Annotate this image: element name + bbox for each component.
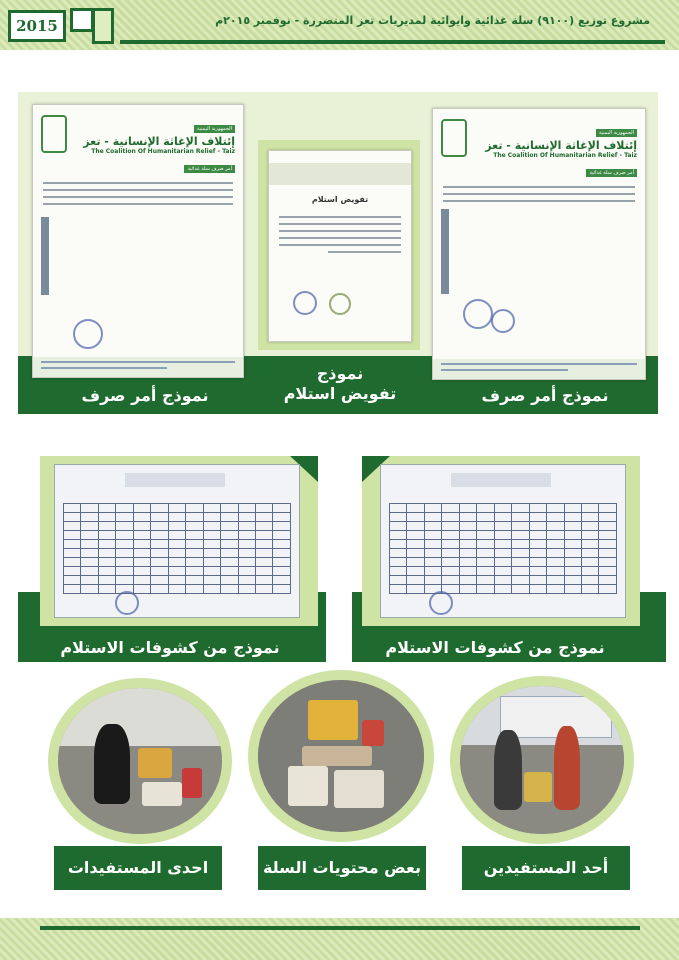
doc-header bbox=[485, 119, 637, 179]
caption-receipt-sheet-right: نموذج من كشوفات الاستلام bbox=[385, 638, 605, 657]
cardboard-box bbox=[302, 746, 372, 766]
caption-male-beneficiary: أحد المستفيدين bbox=[483, 858, 609, 877]
doc-title: تفويض استلام bbox=[311, 195, 369, 204]
header-title: مشروع توزيع (٩١٠٠) سلة غذائية وايوائية لمديريات تعز المتضررة - نوفمبر ٢٠١٥م bbox=[215, 14, 650, 27]
page-footer bbox=[0, 918, 679, 960]
disbursement-order-doc-left bbox=[32, 104, 244, 378]
org-name-en: The Coalition Of Humanitarian Relief - Taiz bbox=[493, 152, 637, 159]
doc-footer bbox=[33, 357, 243, 377]
banner bbox=[500, 696, 612, 738]
woman-figure bbox=[94, 724, 130, 804]
caption-receipt-sheet-left: نموذج من كشوفات الاستلام bbox=[60, 638, 280, 657]
oil-bottles bbox=[308, 700, 358, 740]
flour-sack bbox=[334, 770, 384, 808]
photo-male-beneficiary bbox=[450, 676, 634, 844]
receipt-authorization-doc bbox=[268, 150, 412, 342]
doc-text-lines bbox=[279, 211, 401, 258]
caption-female-beneficiary: احدى المستفيدات bbox=[67, 858, 209, 877]
caption-disbursement-order-left: نموذج أمر صرف bbox=[81, 386, 209, 405]
food-bag bbox=[142, 782, 182, 806]
food-cans bbox=[362, 720, 384, 746]
photo-basket-contents bbox=[248, 670, 434, 842]
doc-text-lines bbox=[43, 177, 233, 210]
stamp-icon bbox=[491, 309, 515, 333]
receipt-sheet-left bbox=[54, 464, 300, 618]
disbursement-order-doc-right bbox=[432, 108, 646, 380]
header-deco-box bbox=[92, 8, 114, 44]
header-rule bbox=[120, 40, 665, 44]
gov-label: الجمهورية اليمنية bbox=[596, 129, 637, 137]
food-items bbox=[138, 748, 172, 778]
receipt-sheet-right bbox=[380, 464, 626, 618]
sheet-table bbox=[389, 503, 617, 594]
flour-sack bbox=[288, 766, 328, 806]
doc-letterhead bbox=[269, 163, 411, 185]
items-table bbox=[41, 217, 49, 295]
stamp-icon bbox=[463, 299, 493, 329]
org-name-ar: إئتلاف الإغاثة الإنسانية - تعز bbox=[485, 139, 637, 152]
photo-content bbox=[258, 680, 424, 832]
stamp-icon bbox=[115, 591, 139, 615]
stamp-icon bbox=[73, 319, 103, 349]
photo-content bbox=[58, 688, 222, 834]
caption-disbursement-order-right: نموذج أمر صرف bbox=[481, 386, 609, 405]
photo-sky bbox=[58, 688, 222, 746]
stamp-icon bbox=[429, 591, 453, 615]
page-header bbox=[0, 0, 679, 50]
sheet-header bbox=[125, 473, 225, 487]
worker-figure bbox=[554, 726, 580, 810]
org-name-ar: إئتلاف الإغاثة الإنسانية - تعز bbox=[83, 135, 235, 148]
sheet-table bbox=[63, 503, 291, 594]
caption-authorization-line2: تفويض استلام bbox=[283, 384, 397, 403]
doc-type-badge: أمر صرف سلة غذائية bbox=[586, 169, 637, 177]
doc-header bbox=[83, 115, 235, 175]
items-table bbox=[441, 209, 449, 294]
doc-footer bbox=[433, 359, 645, 379]
stamp-icon bbox=[293, 291, 317, 315]
chr-logo bbox=[41, 115, 67, 153]
org-name-en: The Coalition Of Humanitarian Relief - Taiz bbox=[91, 148, 235, 155]
doc-type-badge: أمر صرف سلة غذائية bbox=[184, 165, 235, 173]
footer-rule bbox=[40, 926, 640, 930]
sheet-header bbox=[451, 473, 551, 487]
photo-female-beneficiary bbox=[48, 678, 232, 844]
chr-logo bbox=[441, 119, 467, 157]
food-items bbox=[524, 772, 552, 802]
food-bag bbox=[182, 768, 202, 798]
photo-content bbox=[460, 686, 624, 834]
stamp-icon bbox=[329, 293, 351, 315]
header-deco-box bbox=[70, 8, 94, 32]
man-figure bbox=[494, 730, 522, 810]
year-badge: 2015 bbox=[8, 10, 66, 42]
doc-text-lines bbox=[443, 181, 635, 207]
caption-basket-contents: بعض محتويات السلة bbox=[262, 858, 422, 877]
gov-label: الجمهورية اليمنية bbox=[194, 125, 235, 133]
caption-authorization-line1: نموذج bbox=[316, 364, 364, 383]
